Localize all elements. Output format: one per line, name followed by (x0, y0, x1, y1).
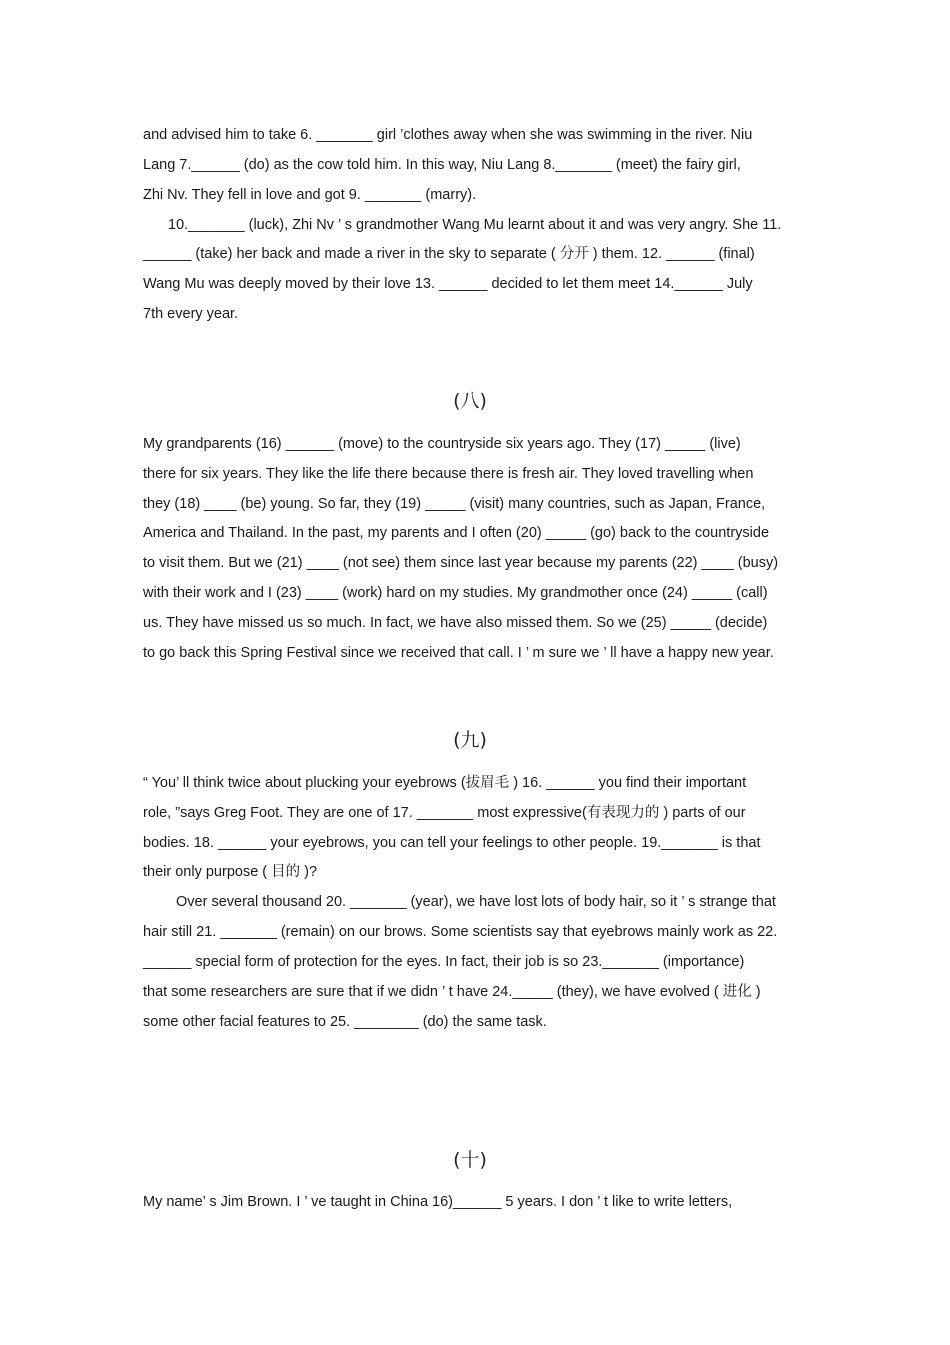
section-heading: (八) (453, 390, 487, 412)
passage-line: Wang Mu was deeply moved by their love 13. ______ decided to let them meet 14.______ July (143, 276, 753, 292)
passage-line: us. They have missed us so much. In fact, we have also missed them. So we (25) _____ (decide) (143, 615, 768, 631)
passage-line: role, ”says Greg Foot. They are one of 17. _______ most expressive(有表现力的 ) parts of our (143, 805, 746, 821)
passage-line: they (18) ____ (be) young. So far, they (19) _____ (visit) many countries, such as Japan, France, (143, 496, 766, 512)
passage-line: with their work and I (23) ____ (work) hard on my studies. My grandmother once (24) _____ (call) (143, 585, 768, 601)
passage-line: ______ special form of protection for the eyes. In fact, their job is so 23._______ (importance) (143, 954, 745, 970)
passage-line: 7th every year. (143, 306, 239, 322)
passage-line: and advised him to take 6. _______ girl ’clothes away when she was swimming in the river. Niu (143, 127, 753, 143)
passage-line: bodies. 18. ______ your eyebrows, you can tell your feelings to other people. 19._______ is that (143, 835, 761, 851)
passage-line: some other facial features to 25. ________ (do) the same task. (143, 1014, 547, 1030)
passage-line: ______ (take) her back and made a river in the sky to separate ( 分开 ) them. 12. ______ (final) (143, 246, 755, 262)
passage-line: to go back this Spring Festival since we received that call. I ’ m sure we ’ ll have a happy new year. (143, 645, 774, 661)
passage-line: Lang 7.______ (do) as the cow told him. In this way, Niu Lang 8._______ (meet) the fairy girl, (143, 157, 741, 173)
passage-line: their only purpose ( 目的 )? (143, 864, 318, 880)
section-heading: (十) (453, 1149, 487, 1171)
passage-line: 10._______ (luck), Zhi Nv ’ s grandmother Wang Mu learnt about it and was very angry. She 11. (168, 217, 782, 233)
passage-line: Over several thousand 20. _______ (year), we have lost lots of body hair, so it ’ s strange that (176, 894, 776, 910)
passage-line: My name’ s Jim Brown. I ’ ve taught in China 16)______ 5 years. I don ’ t like to write letters, (143, 1194, 733, 1210)
passage-line: “ You’ ll think twice about plucking your eyebrows (拔眉毛 ) 16. ______ you find their important (143, 775, 747, 791)
section-heading: (九) (453, 729, 487, 751)
passage-line: to visit them. But we (21) ____ (not see) them since last year because my parents (22) ____ (busy) (143, 555, 779, 571)
passage-line: My grandparents (16) ______ (move) to the countryside six years ago. They (17) _____ (live) (143, 436, 741, 452)
passage-line: there for six years. They like the life there because there is fresh air. They loved travelling when (143, 466, 754, 482)
passage-line: hair still 21. _______ (remain) on our brows. Some scientists say that eyebrows mainly work as 22. (143, 924, 778, 940)
passage-line: that some researchers are sure that if we didn ’ t have 24._____ (they), we have evolved ( 进化 ) (143, 984, 761, 1000)
passage-line: America and Thailand. In the past, my parents and I often (20) _____ (go) back to the countryside (143, 525, 770, 541)
passage-line: Zhi Nv. They fell in love and got 9. _______ (marry). (143, 187, 477, 203)
